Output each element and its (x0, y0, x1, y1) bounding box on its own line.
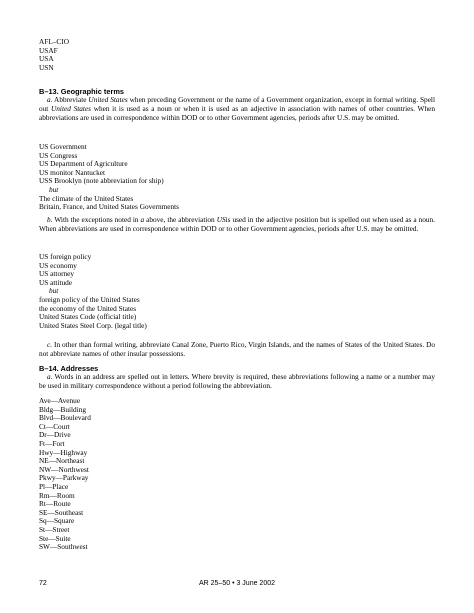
paragraph-marker: b. (47, 215, 53, 224)
list-item-but: but (49, 286, 59, 296)
address-abbreviation-list (39, 397, 435, 552)
list-item: United States Code (official title) (39, 312, 137, 322)
list-item: Ct—Court (39, 421, 70, 431)
paragraph-marker: a. (47, 372, 53, 381)
list-item: Ave—Avenue (39, 396, 81, 405)
section-heading-b14: B–14. Addresses (39, 364, 99, 373)
paragraph-b14-a: a. Words in an address are spelled out in letters. Where brevity is required, these abbreviations following a name or a number may be used in military correspondence without a period following the abbreviation. (39, 372, 435, 390)
list-item: Dr—Drive (39, 430, 71, 440)
list-item: US Government (39, 142, 87, 151)
list-item: Sq—Square (39, 516, 75, 526)
list-item: Rt—Route (39, 499, 71, 509)
list-item: US economy (39, 260, 77, 270)
list-item: The climate of the United States (39, 193, 134, 203)
list-item: US Congress (39, 150, 78, 160)
list-item: Britain, France, and United States Governments (39, 202, 180, 212)
list-item: Ste—Suite (39, 533, 71, 543)
list-item-but: but (49, 184, 59, 194)
paragraph-b13-a: a. Abbreviate United States when preceding Government or the name of a Government organization, except in formal writing. Spell out United States when it is used as a noun or when it is used as an adjective in association with names of other countries. When abbreviations are used in correspondence within DOD or to other Government agencies, periods after U.S. may be omitted. (39, 95, 435, 122)
list-item: USAF (39, 45, 58, 55)
list-item: SE—Southeast (39, 507, 84, 517)
paragraph-b13-c: c. In other than formal writing, abbreviate Canal Zone, Puerto Rico, Virgin Islands, and the names of States of the United States. Do not abbreviate names of other insular possessions. (39, 340, 435, 358)
list-item: St—Street (39, 524, 70, 534)
paragraph-marker: a. (47, 95, 53, 104)
list-item: SW—Southwest (39, 542, 88, 552)
list-item: Bldg—Building (39, 404, 87, 414)
list-item: US monitor Nantucket (39, 167, 106, 177)
example-list-b13-b (39, 253, 435, 330)
list-item: NE—Northeast (39, 456, 85, 466)
list-item: US foreign policy (39, 252, 92, 261)
list-item: US attitude (39, 277, 73, 287)
paragraph-marker: c. (47, 340, 53, 349)
list-item: Blvd—Boulevard (39, 413, 91, 423)
list-item: Pkwy—Parkway (39, 473, 89, 483)
abbreviation-list-top (39, 38, 435, 72)
list-item: the economy of the United States (39, 303, 137, 313)
list-item: Rm—Room (39, 490, 75, 500)
list-item: foreign policy of the United States (39, 294, 140, 304)
page-number: 72 (39, 580, 47, 587)
list-item: US Department of Agriculture (39, 159, 128, 169)
list-item: NW—Northwest (39, 464, 89, 474)
list-item: USA (39, 54, 54, 64)
paragraph-b13-b: b. With the exceptions noted in a above, the abbreviation USis used in the adjective position but is spelled out when used as a noun. When abbreviations are used in correspondence within DOD or to other Government agencies, periods after U.S. may be omitted. (39, 215, 435, 233)
list-item: Ft—Fort (39, 438, 65, 448)
list-item: Pl—Place (39, 481, 69, 491)
example-list-b13-a (39, 143, 435, 212)
list-item: US attorney (39, 269, 75, 279)
document-id: AR 25–50 • 3 June 2002 (198, 580, 275, 587)
list-item: United States Steel Corp. (legal title) (39, 320, 147, 330)
list-item: AFL–CIO (39, 37, 69, 46)
list-item: USN (39, 62, 54, 72)
list-item: USS Brooklyn (note abbreviation for ship) (39, 176, 164, 186)
list-item: Hwy—Highway (39, 447, 88, 457)
section-heading-b13: B–13. Geographic terms (39, 87, 125, 96)
